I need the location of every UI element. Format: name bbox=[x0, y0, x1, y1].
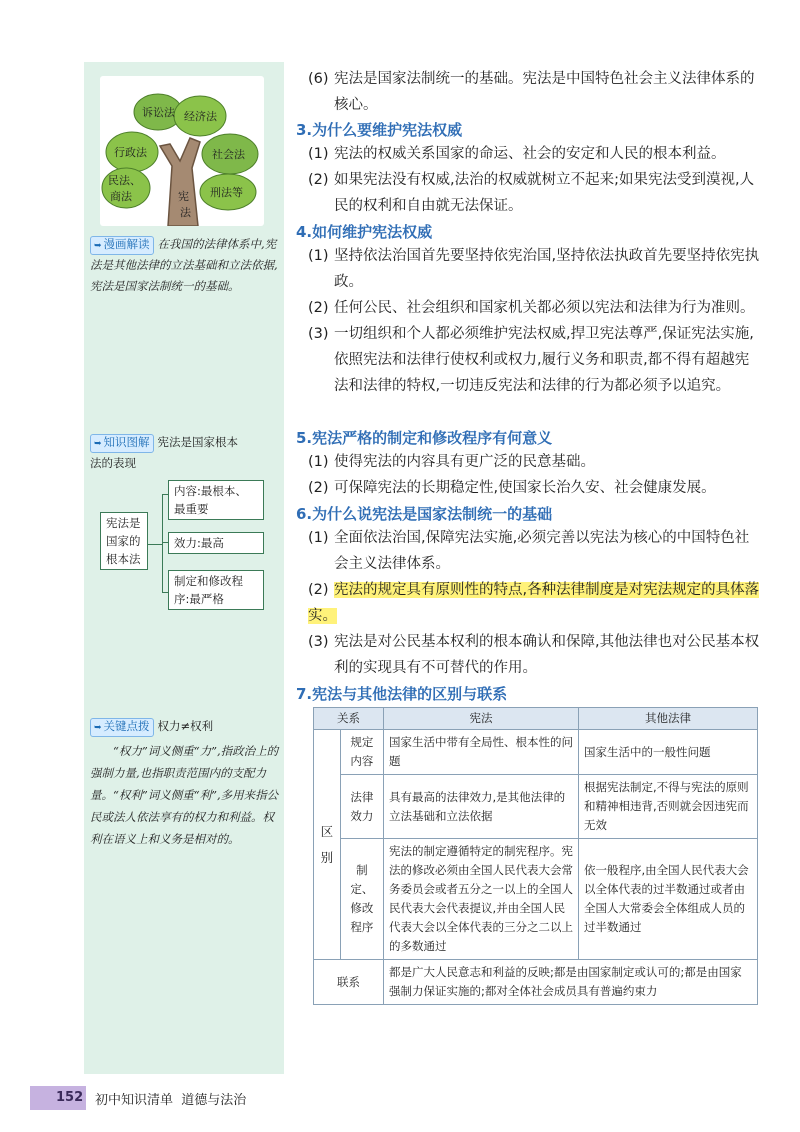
list-item bbox=[308, 141, 760, 167]
law-tree-illustration bbox=[100, 76, 264, 226]
knowledge-title-first: 宪法是国家根本 bbox=[157, 435, 239, 449]
header-cell: 其他法律 bbox=[579, 708, 758, 730]
list-item bbox=[308, 66, 760, 118]
other-law-cell: 根据宪法制定,不得与宪法的原则和精神相违背,否则就会因违宪而无效 bbox=[579, 775, 758, 839]
aspect-cell: 法律效力 bbox=[340, 775, 383, 839]
comic-tag: ➥ 漫画解读 bbox=[90, 236, 154, 255]
key-point-title bbox=[90, 716, 280, 737]
section-heading: 7.宪法与其他法律的区别与联系 bbox=[296, 685, 508, 703]
knowledge-title bbox=[90, 432, 280, 474]
key-tag: ➥ 关键点拨 bbox=[90, 718, 154, 737]
comparison-table bbox=[313, 707, 758, 1005]
item-number: (6) bbox=[308, 71, 329, 87]
item-text: 一切组织和个人都必须维护宪法权威,捍卫宪法尊严,保证宪法实施,依照宪法和法律行使权利或权力,履行义务和职责,都不得有超越宪法和法律的特权,一切违反宪法和法律的行为都必须予以追究。 bbox=[334, 326, 754, 394]
diagram-branch: 制定和修改程序:最严格 bbox=[168, 570, 264, 610]
other-law-cell: 国家生活中的一般性问题 bbox=[579, 730, 758, 775]
item-text: 任何公民、社会组织和国家机关都必须以宪法和法律为行为准则。 bbox=[334, 300, 755, 316]
item-number: (1) bbox=[308, 146, 329, 162]
item-text: 坚持依法治国首先要坚持依宪治国,坚持依法执政首先要坚持依宪执政。 bbox=[334, 248, 760, 290]
link-text-cell: 都是广大人民意志和利益的反映;都是由国家制定或认可的;都是由国家强制力保证实施的;都对全体社会成员具有普遍约束力 bbox=[384, 960, 758, 1005]
header-cell: 关系 bbox=[314, 708, 384, 730]
link-label-cell: 联系 bbox=[314, 960, 384, 1005]
tree-label: 商法 bbox=[110, 190, 132, 203]
list-item bbox=[308, 243, 760, 295]
table-header-row bbox=[314, 708, 758, 730]
tree-label: 行政法 bbox=[114, 146, 147, 159]
list-item bbox=[308, 449, 760, 475]
constitution-cell: 具有最高的法律效力,是其他法律的立法基础和立法依据 bbox=[384, 775, 579, 839]
diff-label: 区别 bbox=[320, 823, 334, 865]
list-item bbox=[308, 295, 760, 321]
list-item bbox=[308, 321, 760, 399]
item-text: 可保障宪法的长期稳定性,使国家长治久安、社会健康发展。 bbox=[334, 480, 716, 496]
item-text: 如果宪法没有权威,法治的权威就树立不起来;如果宪法受到漠视,人民的权利和自由就无法保证。 bbox=[334, 172, 755, 214]
connector bbox=[162, 494, 163, 592]
tree-label: 民法、 bbox=[108, 174, 141, 187]
tree-svg bbox=[100, 76, 264, 226]
item-number: (3) bbox=[308, 634, 329, 650]
comic-interpretation bbox=[90, 234, 280, 297]
item-text: 使得宪法的内容具有更广泛的民意基础。 bbox=[334, 454, 595, 470]
book-title: 初中知识清单 bbox=[95, 1093, 174, 1108]
constitution-cell: 国家生活中带有全局性、根本性的问题 bbox=[384, 730, 579, 775]
tree-label: 社会法 bbox=[212, 148, 245, 161]
item-number: (2) bbox=[308, 582, 329, 598]
item-text: 宪法的权威关系国家的命运、社会的安定和人民的根本利益。 bbox=[334, 146, 726, 162]
list-item bbox=[308, 475, 760, 501]
table-row bbox=[314, 730, 758, 775]
tree-label: 经济法 bbox=[184, 110, 217, 123]
highlighted-text: 宪法的规定具有原则性的特点,各种法律制度是对宪法规定的具体落实。 bbox=[308, 582, 760, 624]
item-text: 宪法是对公民基本权利的根本确认和保障,其他法律也对公民基本权利的实现具有不可替代的作用。 bbox=[334, 634, 760, 676]
item-number: (2) bbox=[308, 300, 329, 316]
tree-label: 法 bbox=[180, 206, 191, 219]
tree-label: 刑法等 bbox=[210, 186, 243, 199]
aspect-cell: 规定内容 bbox=[340, 730, 383, 775]
knowledge-title-rest: 法的表现 bbox=[90, 456, 136, 470]
constitution-diagram bbox=[100, 476, 270, 616]
item-text: 宪法是国家法制统一的基础。宪法是中国特色社会主义法律体系的核心。 bbox=[334, 71, 755, 113]
subject-title: 道德与法治 bbox=[181, 1093, 247, 1108]
key-point-text: “权力”词义侧重“力”,指政治上的强制力量,也指职责范围内的支配力量。“权利”词义侧重“利”,多用来指公民或法人依法享有的权力和利益。权利在语义上和义务是相对的。 bbox=[90, 744, 279, 846]
item-number: (2) bbox=[308, 172, 329, 188]
section-heading: 3.为什么要维护宪法权威 bbox=[296, 121, 463, 139]
item-number: (1) bbox=[308, 248, 329, 264]
list-item bbox=[308, 577, 760, 629]
table-row bbox=[314, 960, 758, 1005]
comic-text-first: 在我国的法律体 bbox=[157, 237, 239, 251]
section-heading: 5.宪法严格的制定和修改程序有何意义 bbox=[296, 429, 553, 447]
list-item bbox=[308, 525, 760, 577]
item-number: (1) bbox=[308, 454, 329, 470]
tree-label: 宪 bbox=[178, 190, 189, 203]
list-item bbox=[308, 167, 760, 219]
header-cell: 宪法 bbox=[384, 708, 579, 730]
table-row bbox=[314, 839, 758, 960]
comic-text-rest: 系中,宪法是其他法律的立法基础和立法依据,宪法是国家法制统一的基础。 bbox=[90, 237, 278, 293]
item-number: (3) bbox=[308, 326, 329, 342]
page-number: 152 bbox=[56, 1090, 84, 1105]
table-row bbox=[314, 775, 758, 839]
knowledge-tag: ➥ 知识图解 bbox=[90, 434, 154, 453]
diagram-branch: 效力:最高 bbox=[168, 532, 264, 554]
constitution-cell: 宪法的制定遵循特定的制宪程序。宪法的修改必须由全国人民代表大会常务委员会或者五分之一以上的全国人民代表大会代表提议,并由全国人民代表大会以全体代表的三分之二以上的多数通过 bbox=[384, 839, 579, 960]
list-item bbox=[308, 629, 760, 681]
diff-label-cell bbox=[314, 730, 341, 960]
item-number: (1) bbox=[308, 530, 329, 546]
section-heading: 6.为什么说宪法是国家法制统一的基础 bbox=[296, 505, 553, 523]
key-title: 权力≠权利 bbox=[157, 719, 214, 733]
other-law-cell: 依一般程序,由全国人民代表大会以全体代表的过半数通过或者由全国人大常委会全体组成人员的过半数通过 bbox=[579, 839, 758, 960]
diagram-branch: 内容:最根本、最重要 bbox=[168, 480, 264, 520]
item-number: (2) bbox=[308, 480, 329, 496]
aspect-cell: 制定、修改程序 bbox=[340, 839, 383, 960]
connector bbox=[148, 544, 162, 545]
tree-label: 诉讼法 bbox=[142, 106, 175, 119]
section-heading: 4.如何维护宪法权威 bbox=[296, 223, 433, 241]
diagram-root: 宪法是国家的根本法 bbox=[100, 512, 148, 570]
footer-title bbox=[95, 1089, 246, 1108]
item-text: 全面依法治国,保障宪法实施,必须完善以宪法为核心的中国特色社会主义法律体系。 bbox=[334, 530, 750, 572]
